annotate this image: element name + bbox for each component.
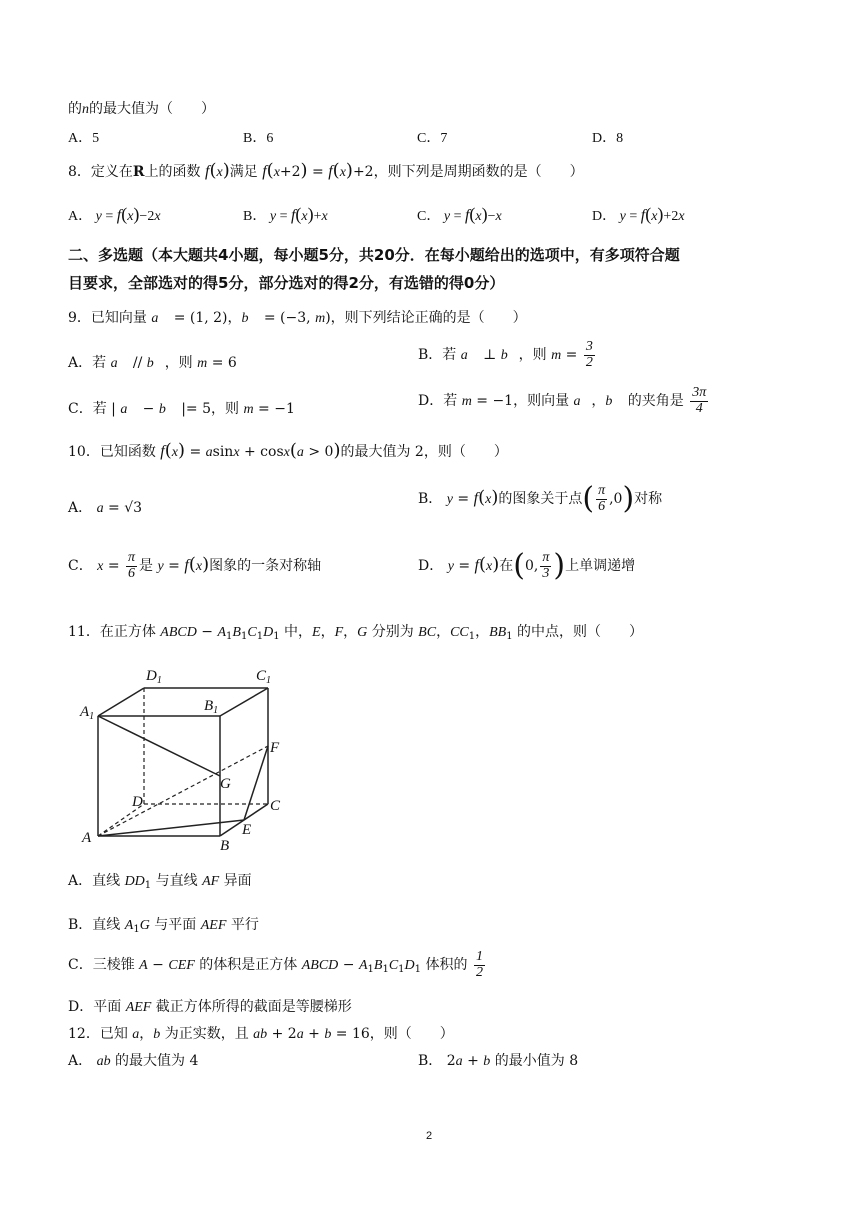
q9-option-a: A．若 a⃗ // b⃗，则 m = 6 xyxy=(68,355,237,371)
q10-option-d: D． y = f(x)在(0, $\frac{\pi}{3}$ )上单调递增 xyxy=(418,548,636,584)
q10-option-c: C． x = $\frac{\pi}{6}$ 是 y = f(x)图象的一条对称轴 xyxy=(68,550,322,581)
label-a: A xyxy=(82,830,92,846)
q7-option-c: C．7 xyxy=(417,131,448,146)
q7-option-a: A．5 xyxy=(68,131,100,146)
q11-option-b: B．直线 $A_1G$ 与平面 AEF 平行 xyxy=(68,917,259,935)
q9-option-b: B．若 a⃗ ⊥ b⃗，则 m = $\frac{3}{2}$ xyxy=(418,339,593,370)
label-c1: $C_1$ xyxy=(256,668,272,686)
cube-figure xyxy=(74,658,304,854)
label-b: B xyxy=(220,838,230,854)
label-c: C xyxy=(270,798,281,814)
q7-tail-line: 的n的最大值为（ ） xyxy=(68,101,215,117)
label-f: F xyxy=(270,740,280,756)
q9-option-d: D．若 m = −1，则向量 a⃗，b⃗ 的夹角是 $\frac{3\pi}{4}$ xyxy=(418,385,707,416)
q12-stem: 12．已知 a，b 为正实数，且 ab + 2a + b = 16，则（ ） xyxy=(68,1026,454,1042)
q9-stem: 9．已知向量 a⃗ = (1, 2)，b⃗ = (−3, m)，则下列结论正确的是（ ） xyxy=(68,310,527,326)
q7-option-b: B．6 xyxy=(243,131,274,146)
q11-option-c: C．三棱锥 A − CEF 的体积是正方体 ABCD − $A_1B_1C_1D_1$ 体积的 $\frac{1}{2}$ xyxy=(68,949,483,980)
label-g: G xyxy=(220,776,231,792)
section2-line2: 目要求，全部选对的得5分，部分选对的得2分，有选错的得0分） xyxy=(68,274,505,292)
q9-option-c: C．若 | a⃗ − b⃗ |= 5，则 m = −1 xyxy=(68,401,295,417)
q11-option-a: A．直线 $DD_1$ 与直线 AF 异面 xyxy=(68,873,252,891)
q7-option-d: D．8 xyxy=(592,131,624,146)
label-a1: $A_1$ xyxy=(80,704,95,722)
label-e: E xyxy=(242,822,252,838)
q11-option-d: D．平面 AEF 截正方体所得的截面是等腰梯形 xyxy=(68,999,352,1015)
q10-stem: 10．已知函数 f(x) = asinx + cosx(a > 0)的最大值为 2，则（ ） xyxy=(68,440,508,461)
q10-option-a: A． a = √3 xyxy=(68,500,143,516)
label-d: D xyxy=(132,794,143,810)
label-b1: $B_1$ xyxy=(204,698,219,716)
q10-option-b: B． y = f(x)的图象关于点( $\frac{\pi}{6}$ ,0)对称 xyxy=(418,481,663,517)
q8-option-b: B． y = f(x)+x xyxy=(243,204,328,224)
section2-line1: 二、多选题（本大题共4小题，每小题5分，共20分．在每小题给出的选项中，有多项符合题 xyxy=(68,246,680,264)
q8-option-a: A． y = f(x)−2x xyxy=(68,204,161,224)
q8-option-c: C． y = f(x)−x xyxy=(417,204,502,224)
label-d1: $D_1$ xyxy=(146,668,162,686)
q11-stem: 11．在正方体 ABCD − $A_1B_1C_1D_1$ 中，E，F，G 分别为 BC，$CC_1$，$BB_1$ 的中点，则（ ） xyxy=(68,624,644,642)
q8-option-d: D． y = f(x)+2x xyxy=(592,204,685,224)
page-number: 2 xyxy=(426,1130,433,1142)
q12-option-a: A． ab 的最大值为 4 xyxy=(68,1053,199,1069)
q12-option-b: B． 2a + b 的最小值为 8 xyxy=(418,1053,579,1069)
q8-stem: 8．定义在R上的函数 f(x)满足 f(x+2) = f(x)+2，则下列是周期函数的是（ ） xyxy=(68,160,584,181)
